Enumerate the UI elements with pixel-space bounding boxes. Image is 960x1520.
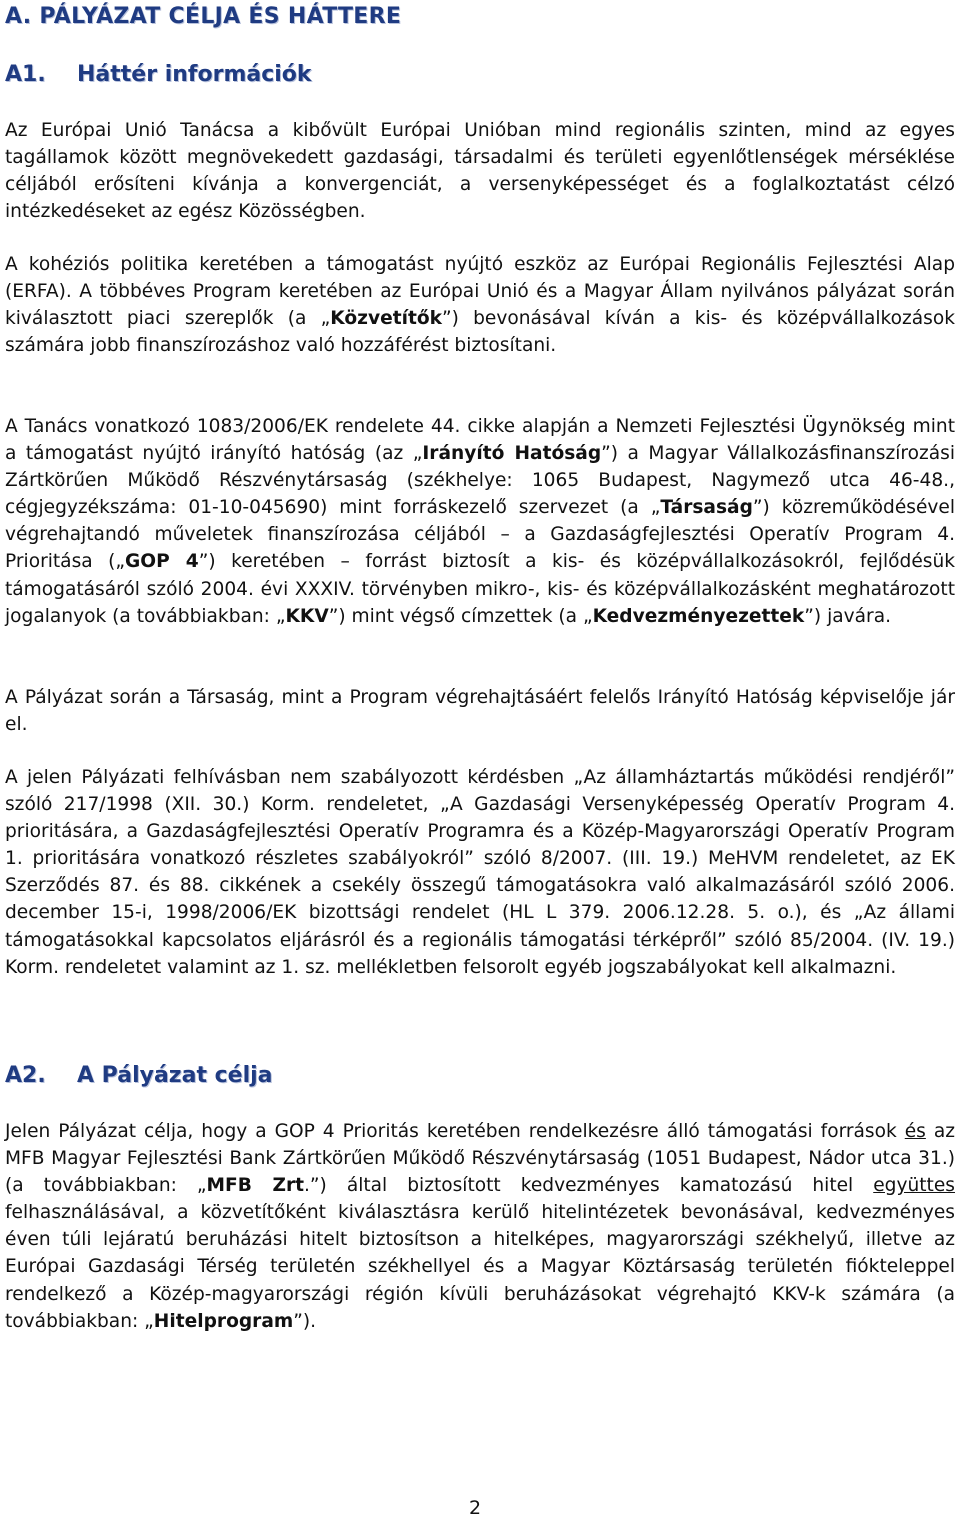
a2-title: A Pályázat célja (77, 1063, 273, 1088)
a1-paragraph-4: A Pályázat során a Társaság, mint a Program végrehajtásáért felelős Irányító Hatóság képviselője jár el. (5, 687, 955, 736)
a2-heading (5, 1063, 273, 1088)
tarsasag-term: Társaság (660, 497, 753, 519)
a1-heading (5, 62, 312, 87)
a1-paragraph-3: A Tanács vonatkozó 1083/2006/EK rendelete 44. cikke alapján a Nemzeti Fejlesztési Ügynökség mint a támogatást nyújtó irányító hatóság (az „Irányító Hatóság”) a Magyar Vállalkozásfinanszírozási Zártkörűen Működő Részvénytársaság (székhelye: 1065 Budapest, Nagymező utca 46-48., cégjegyzékszáma: 01-10-045690) mint forráskezelő szervezet (a „Társaság”) közreműködésével végrehajtandó műveletek finanszírozása céljából – a Gazdaságfejlesztési Operatív Program 4. Prioritása („GOP 4”) keretében – forrást biztosít a kis- és középvállalkozásokról, fejlődésük támogatásáról szóló 2004. évi XXXIV. törvényben mikro-, kis- és középvállalkozásként meghatározott jogalanyok (a továbbiakban: „KKV”) mint végső címzettek (a „Kedvezményezettek”) javára. (5, 416, 956, 627)
gop4-term: GOP 4 (125, 551, 199, 573)
a1-paragraph-1: Az Európai Unió Tanácsa a kibővült Európai Unióban mind regionális szinten, mind az egyes tagállamok között megnövekedett gazdasági, társadalmi és területi egyenlőtlenségek mérséklése céljából erősíteni kívánja a konvergenciát, a versenyképességet és a foglalkoztatást célzó intézkedéseket az egész Közösségben. (5, 120, 955, 223)
iranyito-hatosag-term: Irányító Hatóság (422, 443, 602, 465)
section-title: A. PÁLYÁZAT CÉLJA ÉS HÁTTERE (5, 4, 402, 29)
mfb-zrt-term: MFB Zrt (206, 1175, 305, 1197)
hitelprogram-term: Hitelprogram (153, 1310, 294, 1332)
kozvetitok-term: Közvetítők (330, 308, 442, 330)
a1-paragraph-5: A jelen Pályázati felhívásban nem szabályozott kérdésben „Az államháztartás működési rendjéről” szóló 217/1998 (XII. 30.) Korm. rendeletet, „A Gazdasági Versenyképesség Operatív Program 4. prioritására, a Gazdaságfejlesztési Operatív Programra és a Közép-Magyarországi Operatív Program 1. prioritására vonatkozó részletes szabályokról” szóló 8/2007. (III. 19.) MeHVM rendeletet, az EK Szerződés 87. és 88. cikkének a csekély összegű támogatásokra való alkalmazásáról szóló 2006. december 15-i, 1998/2006/EK bizottsági rendelet (HL L 379. 2006.12.28. 5. o.), és „Az állami támogatásokkal kapcsolatos eljárásról és a regionális támogatási térképről” szóló 85/2004. (IV. 19.) Korm. rendeletet valamint az 1. sz. mellékletben felsorolt egyéb jogszabályokat kell alkalmazni. (5, 767, 955, 978)
kedvezmenyezettek-term: Kedvezményezettek (592, 605, 805, 627)
a1-paragraph-2: A kohéziós politika keretében a támogatást nyújtó eszköz az Európai Regionális Fejlesztési Alap (ERFA). A többéves Program keretében az Európai Unió és a Magyar Állam nyilvános pályázat során kiválasztott piaci szereplők (a „Közvetítők”) bevonásával kíván a kis- és középvállalkozások számára jobb finanszírozáshoz való hozzáférést biztosítani. (5, 254, 955, 357)
kkv-term: KKV (285, 605, 329, 627)
a2-number: A2. (5, 1063, 46, 1088)
es-underlined: és (904, 1121, 926, 1142)
a2-paragraph-1: Jelen Pályázat célja, hogy a GOP 4 Prioritás keretében rendelkezésre álló támogatási források és az MFB Magyar Fejlesztési Bank Zártkörűen Működő Részvénytársaság (1051 Budapest, Nádor utca 31.) (a továbbiakban: „MFB Zrt.”) által biztosított kedvezményes kamatozású hitel együttes felhasználásával, a közvetítőként kiválasztásra kerülő hitelintézetek bevonásával, kedvezményes éven túli lejáratú beruházási hitelt biztosítson a hitelképes, magyarországi székhelyű, illetve az Európai Gazdasági Térség területén székhellyel és a Magyar Köztársaság területén fiókteleppel rendelkező a Közép-magyarországi régión kívüli beruházásokat végrehajtó KKV-k számára (a továbbiakban: „Hitelprogram”). (5, 1121, 955, 1332)
a1-title: Háttér információk (77, 62, 312, 87)
a1-number: A1. (5, 62, 46, 87)
page-number: 2 (468, 1497, 482, 1519)
egyuttes-underlined: együttes (873, 1175, 955, 1197)
